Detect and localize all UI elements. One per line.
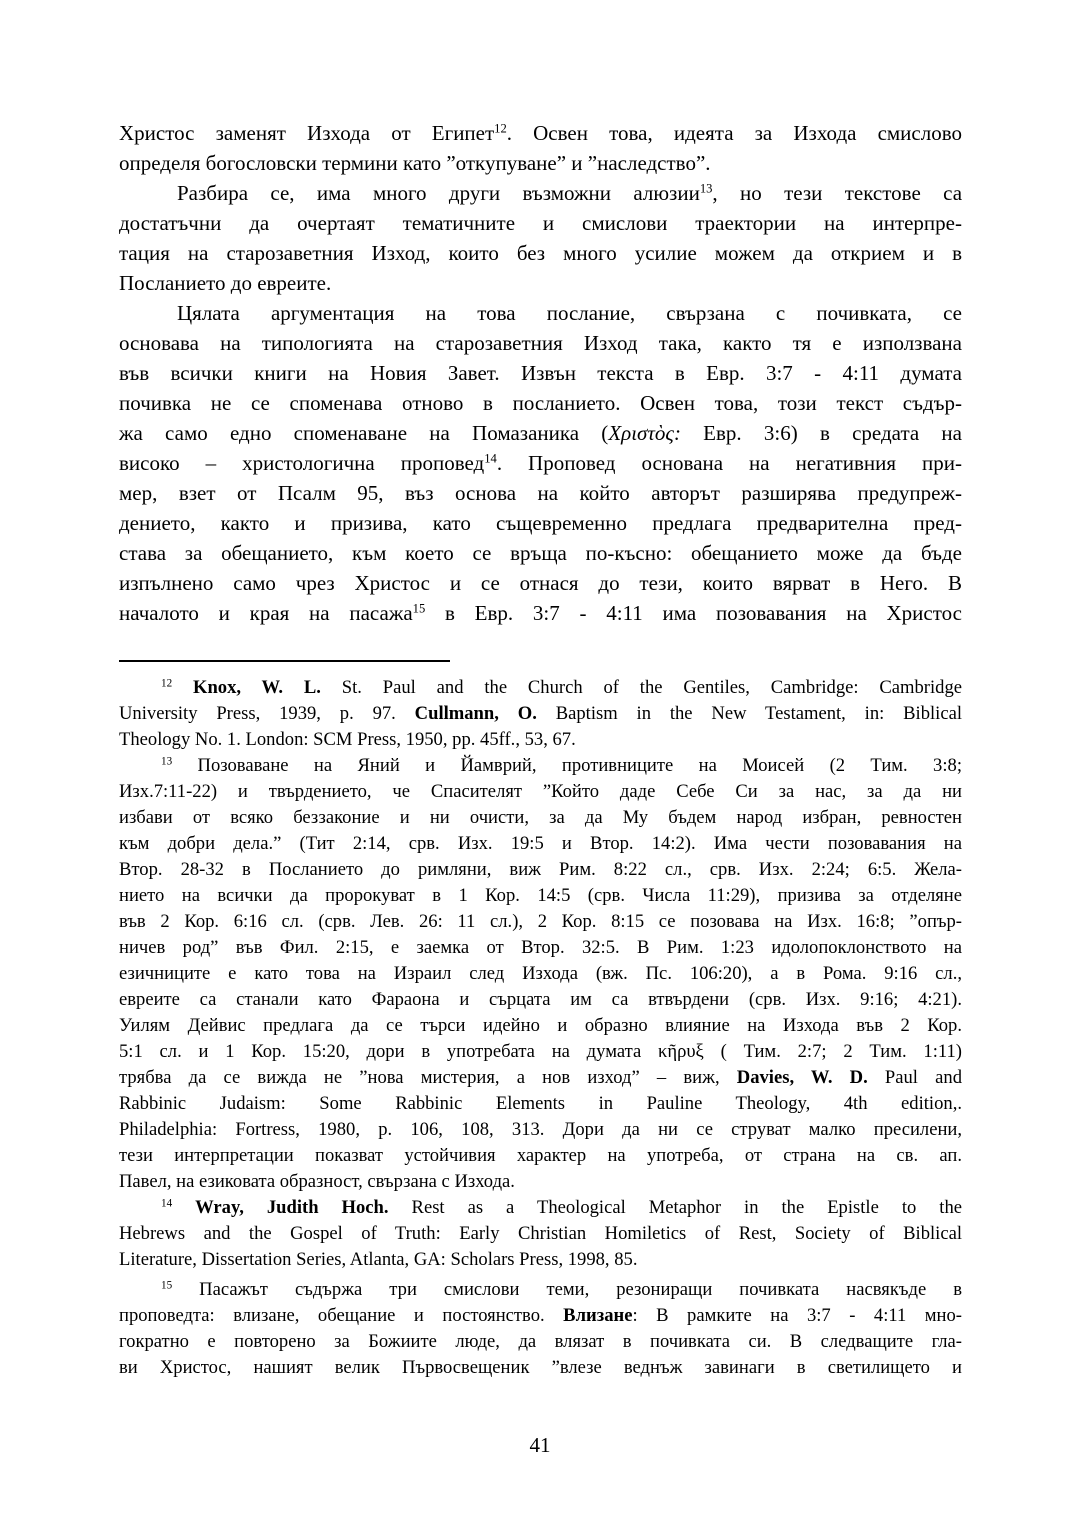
text-line (119, 358, 962, 388)
text-run: езичниците е като това на Израил след Изхода (вж. Пс. 106:20), а в Рома. 9:16 сл., (119, 963, 962, 984)
footnote-line (119, 1303, 962, 1329)
text-run: Literature, Dissertation Series, Atlanta, GA: Scholars Press, 1998, 85. (119, 1249, 638, 1270)
text-run: нието на всички да пророкуват в 1 Кор. 14:5 (срв. Числа 11:29), призива за отделяне (119, 885, 962, 906)
text-line (119, 538, 962, 568)
text-line (119, 268, 962, 298)
text-line (119, 568, 962, 598)
text-run: Разбира се, има много други възможни алюзии (177, 181, 700, 205)
text-run: Philadelphia: Fortress, 1980, p. 106, 108, 313. Дори да ни се струват малко пресилени, (119, 1119, 962, 1140)
text-run: ничев род” във Фил. 2:15, е заемка от Втор. 32:5. В Рим. 1:23 идолопоклонството на (119, 937, 962, 958)
text-run: . Проповед основана на негативния при- (496, 451, 962, 475)
text-run: Посланието до евреите. (119, 271, 332, 295)
text-run: гократно е повторено за Божиите люде, да влязат в почивката си. В следващите гла- (119, 1331, 962, 1352)
text-line (119, 418, 962, 448)
text-line (119, 148, 962, 178)
footnote-reference: 13 (161, 755, 173, 768)
footnote-line (119, 779, 962, 805)
footnote-line (119, 753, 962, 779)
text-run: към добри дела.” (Тит 2:14, срв. Изх. 19:5 и Втор. 14:2). Има чести позовавания на (119, 833, 962, 854)
text-run: Павел, на езиковата образност, свързана с Изхода. (119, 1171, 515, 1192)
body-text (119, 118, 962, 628)
footnote-line (119, 701, 962, 727)
text-run: : В рамките на 3:7 - 4:11 мно- (632, 1305, 962, 1326)
text-run: жа само едно споменаване на Помазаника ( (119, 421, 609, 445)
text-run: мер, взет от Псалм 95, въз основа на който авторът разширява предупреж- (119, 481, 962, 505)
author-name: Wray, Judith Hoch. (195, 1197, 389, 1218)
text-run: ви Христос, нашият велик Първосвещеник ”влезе веднъж завинаги в светилището и (119, 1357, 962, 1378)
text-run: проповедта: влизане, обещание и постоянство. (119, 1305, 564, 1326)
text-run: St. Paul and the Church of the Gentiles, Cambridge: Cambridge (320, 677, 963, 698)
text-run: , но тези текстове са (712, 181, 963, 205)
text-run: Theology No. 1. London: SCM Press, 1950, pp. 45ff., 53, 67. (119, 729, 576, 750)
footnote-line (119, 1221, 962, 1247)
text-run: евреите са станали като Фараона и сърцата им са втвърдени (срв. Изх. 9:16; 4:21). (119, 989, 962, 1010)
footnote-line (119, 805, 962, 831)
greek-term: Χριστὸς: (608, 421, 681, 445)
text-run: Paul and (867, 1067, 962, 1088)
text-line (119, 478, 962, 508)
footnotes (119, 675, 962, 1381)
text-run: Христос заменят Изхода от Египет (119, 121, 495, 145)
text-run: определя богословски термини като ”откупуване” и ”наследство”. (119, 151, 711, 175)
text-run: Rest as a Theological Metaphor in the Epistle to the (388, 1197, 962, 1218)
text-run: Hebrews and the Gospel of Truth: Early Christian Homiletics of Rest, Society of Biblical (119, 1223, 962, 1244)
footnote-line (119, 1091, 962, 1117)
text-run: Евр. 3:6) в средата на (680, 421, 962, 445)
author-name: Davies, W. D. (736, 1067, 868, 1088)
footnote-line (119, 1143, 962, 1169)
footnote-line (119, 987, 962, 1013)
text-run: високо – христологична проповед (119, 451, 485, 475)
text-line (119, 328, 962, 358)
footnote-line (119, 675, 962, 701)
text-run: тези интерпретации показват устойчивия характер на употреба, от страна на св. ап. (119, 1145, 962, 1166)
text-run: Baptism in the New Testament, in: Biblical (536, 703, 963, 724)
text-line (119, 208, 962, 238)
footnote-line (119, 961, 962, 987)
footnote-line (119, 935, 962, 961)
text-run: Rabbinic Judaism: Some Rabbinic Elements in Pauline Theology, 4th edition,. (119, 1093, 962, 1114)
text-run (172, 1197, 195, 1218)
footnote-line (119, 1277, 962, 1303)
author-name: Влизане (563, 1305, 633, 1326)
footnote-line (119, 909, 962, 935)
footnote-line (119, 1169, 962, 1195)
text-run: избави от всяко беззаконие и ни очисти, за да Му бъдем народ избран, ревностен (119, 807, 962, 828)
text-line (119, 118, 962, 148)
footnote-line (119, 1065, 962, 1091)
text-run: Позоваване на Яний и Йамврий, противниците на Моисей (2 Тим. 3:8; (172, 755, 962, 776)
text-line (119, 448, 962, 478)
footnote-line (119, 1013, 962, 1039)
page-number: 41 (529, 1433, 551, 1457)
footnote-reference: 12 (161, 677, 173, 690)
text-line (119, 388, 962, 418)
text-run: Втор. 28-32 в Посланието до римляни, виж Рим. 8:22 сл., срв. Изх. 2:24; 6:5. Жела- (119, 859, 962, 880)
text-run: във 2 Кор. 6:16 сл. (срв. Лев. 26: 11 сл.), 2 Кор. 8:15 се позовава на Изх. 16:8; ”опър- (119, 911, 962, 932)
text-run: Цялата аргументация на това послание, свързана с почивката, се (177, 301, 962, 325)
footnote-line (119, 1355, 962, 1381)
text-line (119, 598, 962, 628)
text-run: става за обещанието, към което се връща по-късно: обещанието може да бъде (119, 541, 962, 565)
footnote-reference: 13 (699, 181, 713, 196)
author-name: Cullmann, O. (414, 703, 537, 724)
author-name: Knox, W. L. (193, 677, 321, 698)
footnote-line (119, 1117, 962, 1143)
footnote-line (119, 1247, 962, 1273)
footnote-line (119, 1329, 962, 1355)
text-line (119, 508, 962, 538)
footnote-reference: 12 (494, 121, 507, 136)
footnote-line (119, 727, 962, 753)
text-run: тация на старозаветния Изход, които без много усилие можем да открием и в (119, 241, 962, 265)
footnote-reference: 15 (412, 601, 426, 616)
text-run: дението, както и призива, като същевременно предлага предварителна пред- (119, 511, 962, 535)
footnote-line (119, 1039, 962, 1065)
text-run: Пасажът съдържа три смислови теми, резониращи почивката насвякъде в (172, 1279, 962, 1300)
text-run: във всички книги на Новия Завет. Извън текста в Евр. 3:7 - 4:11 думата (119, 361, 962, 385)
footnote-line (119, 883, 962, 909)
text-run: 5:1 сл. и 1 Кор. 15:20, дори в употребата на думата κῆρυξ ( Тим. 2:7; 2 Тим. 1:11) (119, 1041, 962, 1062)
text-run: University Press, 1939, p. 97. (119, 703, 415, 724)
text-run: Уилям Дейвис предлага да се търси идейно и образно влияние на Изхода във 2 Кор. (119, 1015, 962, 1036)
text-run (172, 677, 193, 698)
text-line (119, 238, 962, 268)
text-run: почивка не се споменава отново в посланието. Освен това, този текст съдър- (119, 391, 962, 415)
text-run: изпълнено само чрез Христос и се отнася до тези, които вярват в Него. В (119, 571, 962, 595)
text-line (119, 298, 962, 328)
text-run: основава на типологията на старозаветния Изход така, както тя е използвана (119, 331, 962, 355)
text-run: трябва да се вижда не ”нова мистерия, а нов изход” – виж, (119, 1067, 737, 1088)
footnote-reference: 14 (484, 451, 497, 466)
footnote-line (119, 857, 962, 883)
footnote-separator (119, 660, 450, 662)
text-run: Изх.7:11-22) и твърдението, че Спасителят ”Който даде Себе Си за нас, за да ни (119, 781, 962, 802)
footnote-reference: 15 (161, 1279, 173, 1292)
text-run: достатъчни да очертаят тематичните и смислови траектории на интерпре- (119, 211, 962, 235)
footnote-reference: 14 (161, 1197, 173, 1210)
text-run: началото и края на пасажа (119, 601, 413, 625)
text-run: . Освен това, идеята за Изхода смислово (506, 121, 962, 145)
footnote-line (119, 831, 962, 857)
text-line (119, 178, 962, 208)
footnote-line (119, 1195, 962, 1221)
text-run: в Евр. 3:7 - 4:11 има позовавания на Христос (425, 601, 962, 625)
